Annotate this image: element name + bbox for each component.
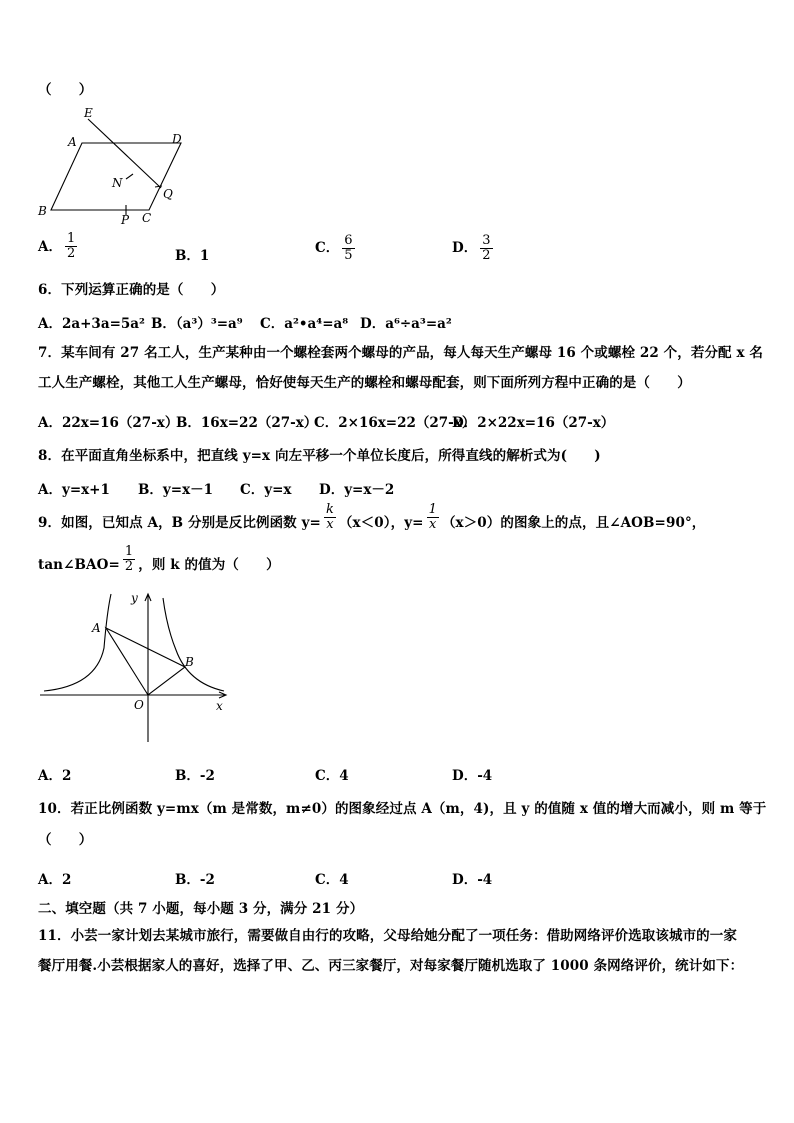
label-y: y	[131, 591, 138, 605]
q8-option-d[interactable]: D．y=x－2	[319, 482, 395, 498]
q8-options	[38, 478, 538, 496]
q9-figure	[36, 588, 232, 746]
q8-option-b[interactable]: B．y=x－1	[138, 482, 214, 498]
segment-eq	[88, 119, 161, 188]
q7-option-c[interactable]: C．2×16x=22（27-x）	[314, 415, 476, 431]
q6-option-a[interactable]: A．2a+3a=5a²	[38, 316, 145, 332]
q5-option-d[interactable]: D． $\frac{3}{2}$	[452, 233, 491, 263]
label-a: A	[92, 621, 101, 635]
q7-stem-line2: 工人生产螺栓，其他工人生产螺母，恰好使每天生产的螺栓和螺母配套，则下面所列方程中正确的是（ ）	[38, 375, 691, 391]
label-e: E	[84, 106, 93, 120]
q11-line2: 餐厅用餐.小芸根据家人的喜好，选择了甲、乙、丙三家餐厅，对每家餐厅随机选取了 1000 条网络评价，统计如下：	[38, 958, 744, 974]
q7-options	[38, 411, 738, 429]
triangle-aob	[106, 628, 185, 695]
q5-paren: （ ）	[38, 82, 93, 98]
q6-option-b[interactable]: B．（a³）³=a⁹	[151, 316, 243, 332]
q6-option-c[interactable]: C．a²•a⁴=a⁸	[260, 316, 349, 332]
q9-option-b[interactable]: B．-2	[175, 768, 215, 784]
label-b: B	[38, 204, 47, 218]
label-n: N	[112, 176, 123, 190]
q10-option-c[interactable]: C．4	[315, 872, 349, 888]
q9-option-a[interactable]: A．2	[38, 768, 72, 784]
q8-option-c[interactable]: C．y=x	[240, 482, 292, 498]
section-title: 二、填空题（共 7 小题，每小题 3 分，满分 21 分）	[38, 901, 364, 917]
q7-option-d[interactable]: D．2×22x=16（27-x）	[452, 415, 615, 431]
curve-k-over-x	[44, 594, 111, 691]
q9-option-c[interactable]: C．4	[315, 768, 349, 784]
q5-option-c[interactable]: C． $\frac{6}{5}$	[315, 233, 353, 263]
q8-option-a[interactable]: A．y=x+1	[38, 482, 110, 498]
q5-option-a[interactable]: A． $\frac{1}{2}$	[38, 231, 76, 261]
q6-option-d[interactable]: D．a⁶÷a³=a²	[360, 316, 452, 332]
label-x: x	[216, 699, 223, 713]
q10-stem: 10．若正比例函数 y=mx（m 是常数，m≠0）的图象经过点 A（m，4)，且 y 的值随 x 值的增大而减小，则 m 等于	[38, 801, 767, 817]
label-p: P	[121, 213, 130, 227]
label-q: Q	[163, 187, 173, 201]
q7-option-b[interactable]: B．16x=22（27-x）	[176, 415, 318, 431]
q11-line1: 11．小芸一家计划去某城市旅行，需要做自由行的攻略，父母给她分配了一项任务：借助网络评价选取该城市的一家	[38, 928, 737, 944]
q10-options	[38, 868, 538, 886]
q10-option-d[interactable]: D．-4	[452, 872, 493, 888]
label-c: C	[142, 211, 152, 225]
label-d: D	[172, 132, 182, 146]
q6-options	[38, 312, 538, 330]
q9-option-d[interactable]: D．-4	[452, 768, 493, 784]
tick-q	[155, 186, 162, 187]
q9-options	[38, 764, 538, 782]
q7-option-a[interactable]: A．22x=16（27-x）	[38, 415, 179, 431]
tick-n	[126, 174, 133, 179]
label-b: B	[185, 655, 194, 669]
label-o: O	[134, 698, 144, 712]
q10-paren: （ ）	[38, 832, 93, 848]
q8-stem: 8．在平面直角坐标系中，把直线 y=x 向左平移一个单位长度后，所得直线的解析式为( )	[38, 448, 601, 464]
label-a: A	[68, 135, 77, 149]
q10-option-b[interactable]: B．-2	[175, 872, 215, 888]
q6-stem: 6．下列运算正确的是（ ）	[38, 282, 225, 298]
q9-stem-line2: tan∠BAO= $\frac{1}{2}$ ，则 k 的值为（ ）	[38, 544, 280, 574]
q5-option-b[interactable]: B．1	[175, 248, 210, 264]
q7-stem-line1: 7．某车间有 27 名工人，生产某种由一个螺栓套两个螺母的产品，每人每天生产螺母 16 个或螺栓 22 个，若分配 x 名	[38, 345, 763, 361]
q5-figure	[36, 106, 186, 230]
q10-option-a[interactable]: A．2	[38, 872, 72, 888]
q9-stem-line1: 9．如图，已知点 A，B 分别是反比例函数 y= $\frac{k}{x}$ （x＜0），y= $\frac{1}{x}$ （x＞0）的图象上的点，且∠AOB=90°，	[38, 502, 706, 532]
